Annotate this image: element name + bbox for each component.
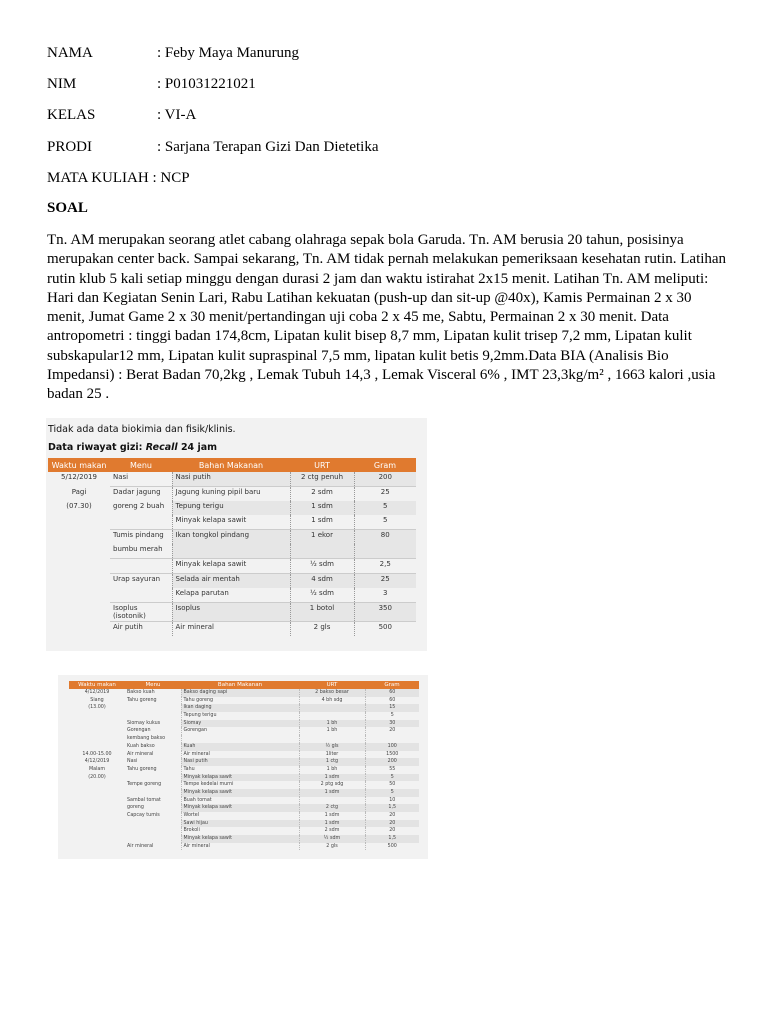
- table-cell: (07.30): [66, 502, 92, 510]
- table-cell: Malam: [88, 766, 106, 772]
- column-header: Menu: [110, 458, 172, 472]
- table-cell: 60: [365, 697, 419, 705]
- table-cell: [125, 789, 181, 797]
- column-header: Waktu makan: [69, 681, 125, 689]
- table-cell: [299, 712, 365, 720]
- table-cell: 2 gls: [299, 843, 365, 851]
- table-cell: Siomay kukus: [127, 720, 161, 726]
- table-cell: 50: [365, 781, 419, 789]
- table-row: [69, 804, 419, 812]
- table-cell: [110, 588, 172, 603]
- table-cell: Minyak kelapa sawit: [181, 835, 299, 843]
- table-cell: Minyak kelapa sawit: [181, 804, 299, 812]
- table-cell: Tumis pindang: [110, 530, 172, 545]
- table-cell: goreng 2 buah: [113, 502, 165, 510]
- table-row: [69, 743, 419, 751]
- table-cell: (20.00): [88, 774, 106, 780]
- table-cell: [69, 827, 125, 835]
- table-cell: 2 bakso besar: [299, 689, 365, 697]
- table-cell: Ikan daging: [181, 704, 299, 712]
- table-cell: 1 sdm: [290, 515, 354, 530]
- table-cell: [48, 544, 110, 559]
- table-row: [69, 697, 419, 705]
- table-cell: [69, 835, 125, 843]
- table-cell: 55: [365, 766, 419, 774]
- table-cell: 1 bh: [299, 766, 365, 774]
- table-cell: [125, 820, 181, 828]
- table-cell: 14.00-15.00: [82, 751, 112, 757]
- table-cell: 2 sdm: [299, 827, 365, 835]
- table-row: [69, 820, 419, 828]
- table-row: [69, 781, 419, 789]
- identity-prodi: [47, 138, 379, 156]
- table-cell: [125, 704, 181, 712]
- recall-caption-prefix: Data riwayat gizi:: [48, 442, 146, 453]
- table-cell: Gorengan: [127, 728, 151, 734]
- table-cell: [69, 843, 125, 851]
- table-row: [69, 704, 419, 712]
- table-cell: 15: [365, 704, 419, 712]
- identity-label: PRODI: [47, 139, 93, 155]
- table-cell: 2 sdm: [290, 487, 354, 502]
- table-cell: [69, 743, 125, 751]
- table-cell: [299, 704, 365, 712]
- table-cell: [48, 588, 110, 603]
- table-cell: [69, 804, 125, 812]
- table-row: [69, 766, 419, 774]
- table-cell: 30: [365, 720, 419, 728]
- table-cell: Gorengan: [181, 727, 299, 735]
- table-cell: [110, 515, 172, 530]
- table-cell: 1 sdm: [290, 501, 354, 515]
- table-row: [48, 487, 416, 502]
- table-cell: [125, 712, 181, 720]
- table-cell: Capcay tumis: [127, 813, 160, 818]
- table-cell: [48, 515, 110, 530]
- table-cell: [69, 797, 125, 805]
- table-cell: 1500: [365, 751, 419, 759]
- table-row: [69, 812, 419, 820]
- table-cell: [125, 835, 181, 843]
- table-cell: 350: [354, 603, 416, 622]
- table-row: [69, 789, 419, 797]
- table-cell: Minyak kelapa sawit: [172, 559, 290, 574]
- table-cell: Bakso daging sapi: [181, 689, 299, 697]
- table-cell: Tempe goreng: [127, 782, 162, 788]
- table-cell: [69, 712, 125, 720]
- table-cell: Sawi hijau: [181, 820, 299, 828]
- table-cell: 20: [365, 812, 419, 820]
- table-cell: Tempe kedelai murni: [181, 781, 299, 789]
- table-cell: Nasi putih: [172, 472, 290, 487]
- table-cell: 1 bh: [299, 727, 365, 735]
- table-cell: 1,5: [365, 835, 419, 843]
- table-cell: 200: [365, 758, 419, 766]
- table-cell: Minyak kelapa sawit: [181, 774, 299, 782]
- recall-table-2: [69, 681, 419, 850]
- table-cell: [69, 789, 125, 797]
- table-cell: 1 botol: [290, 603, 354, 622]
- identity-value: : VI-A: [157, 107, 197, 123]
- table-cell: ½ sdm: [290, 588, 354, 603]
- column-header: Gram: [354, 458, 416, 472]
- table-cell: [299, 735, 365, 743]
- biochem-caption: Tidak ada data biokimia dan fisik/klinis.: [48, 424, 236, 435]
- table-cell: Nasi: [127, 759, 138, 765]
- soal-paragraph: Tn. AM merupakan seorang atlet cabang olahraga sepak bola Garuda. Tn. AM berusia 20 tahun, posisinya merupakan center back. Sampai sekarang, Tn. AM tidak pernah melakukan pemeriksaan kesehatan rutin. Latihan rutin klub 5 kali setiap minggu dengan durasi 2 jam dan waktu istirahat 2x15 menit. Latihan Tn. AM meliputi: Hari dan Kegiatan Senin Lari, Rabu Latihan kekuatan (push-up dan sit-up @40x), Kamis Permainan 2 x 30 menit, Jumat Game 2 x 30 menit/pertandingan uji coba 2 x 45 me, Sabtu, Permainan 2 x 30 menit. Data antropometri : tinggi badan 174,8cm, Lipatan kulit bisep 8,7 mm, Lipatan kulit trisep 7,2 mm, Lipatan kulit subskapular12 mm, Lipatan kulit supraspinal 7,5 mm, lipatan kulit betis 9,2mm.Data BIA (Analisis Bio Impedansi) : Berat Badan 70,2kg , Lemak Tubuh 14,3 , Lemak Visceral 6% , IMT 23,3kg/m² , 1663 kalori ,usia badan 25 .: [47, 232, 727, 403]
- table-cell: Jagung kuning pipil baru: [172, 487, 290, 502]
- table-cell: Air mineral: [172, 622, 290, 637]
- recall-table-1: [48, 458, 416, 636]
- table-cell: [69, 727, 125, 735]
- table-cell: 4/12/2019: [84, 690, 110, 695]
- table-cell: 1 ctg: [299, 758, 365, 766]
- column-header: URT: [299, 681, 365, 689]
- table-row: [69, 843, 419, 851]
- table-cell: Air mineral: [181, 843, 299, 851]
- table-cell: 80: [354, 530, 416, 545]
- table-cell: 200: [354, 472, 416, 487]
- identity-kelas: [47, 106, 196, 124]
- table-row: [48, 501, 416, 515]
- table-cell: 1 bh: [299, 720, 365, 728]
- table-cell: 1 sdm: [299, 789, 365, 797]
- table-cell: goreng: [127, 805, 144, 811]
- table-cell: 20: [365, 727, 419, 735]
- table-row: [69, 835, 419, 843]
- table-cell: Urap sayuran: [110, 574, 172, 589]
- recall-caption-suffix: 24 jam: [177, 442, 218, 453]
- identity-nim: [47, 75, 256, 93]
- table-cell: [125, 774, 181, 782]
- table-cell: Pagi: [71, 487, 87, 496]
- recall-caption-italic: Recall: [145, 442, 178, 453]
- table-cell: 2,5: [354, 559, 416, 574]
- table-cell: Air putih: [110, 622, 172, 637]
- table-cell: 5: [365, 774, 419, 782]
- table-cell: 1,5: [365, 804, 419, 812]
- table-cell: 20: [365, 827, 419, 835]
- column-header: Gram: [365, 681, 419, 689]
- table-cell: Nasi: [113, 473, 129, 481]
- table-row: [69, 720, 419, 728]
- table-cell: [48, 603, 110, 622]
- table-cell: [365, 735, 419, 743]
- table-cell: 1 ekor: [290, 530, 354, 545]
- table-row: [69, 735, 419, 743]
- table-row: [69, 712, 419, 720]
- table-row: [48, 588, 416, 603]
- table-cell: [48, 559, 110, 574]
- table-cell: 2 ctg: [299, 804, 365, 812]
- table-cell: 100: [365, 743, 419, 751]
- table-cell: [354, 544, 416, 559]
- table-cell: 5: [365, 712, 419, 720]
- table-cell: Tepung terigu: [172, 501, 290, 515]
- table-cell: Wortel: [181, 812, 299, 820]
- table-cell: 2 ptg sdg: [299, 781, 365, 789]
- table-row: [69, 797, 419, 805]
- table-cell: Siang: [90, 697, 104, 703]
- table-cell: 1 sdm: [299, 820, 365, 828]
- table-cell: 1 sdm: [299, 774, 365, 782]
- table-cell: 25: [354, 574, 416, 589]
- table-cell: [110, 559, 172, 574]
- table-cell: [69, 735, 125, 743]
- table-row: [48, 574, 416, 589]
- table-cell: Isoplus: [172, 603, 290, 622]
- table-cell: 4 sdm: [290, 574, 354, 589]
- table-cell: 4 bh sdg: [299, 697, 365, 705]
- table-cell: Dadar jagung: [110, 487, 172, 502]
- table-row: [48, 515, 416, 530]
- table-cell: Tahu goreng: [127, 697, 157, 703]
- identity-label: NAMA: [47, 45, 93, 61]
- mata-kuliah-text: MATA KULIAH : NCP: [47, 170, 190, 186]
- table-row: [69, 774, 419, 782]
- table-cell: 2 gls: [290, 622, 354, 637]
- table-row: [69, 827, 419, 835]
- table-cell: [125, 827, 181, 835]
- table-row: [48, 472, 416, 487]
- table-row: [48, 603, 416, 622]
- column-header: Menu: [125, 681, 181, 689]
- table-row: [48, 530, 416, 545]
- recall-table-image-1: [46, 418, 427, 651]
- table-cell: kembang bakso: [127, 736, 166, 742]
- table-cell: Nasi putih: [181, 758, 299, 766]
- column-header: Bahan Makanan: [172, 458, 290, 472]
- table-row: [69, 727, 419, 735]
- identity-label: NIM: [47, 76, 77, 92]
- table-cell: Kelapa parutan: [172, 588, 290, 603]
- table-cell: ½ gls: [299, 743, 365, 751]
- table-cell: Sambal tomat: [127, 797, 161, 803]
- table-cell: Tahu goreng: [181, 697, 299, 705]
- table-cell: Selada air mentah: [172, 574, 290, 589]
- table-cell: 5/12/2019: [61, 473, 97, 481]
- table-cell: [299, 797, 365, 805]
- table-cell: [290, 544, 354, 559]
- table-cell: [69, 820, 125, 828]
- recall-table-image-2: [58, 675, 428, 859]
- identity-label: KELAS: [47, 107, 96, 123]
- recall-caption: [48, 442, 217, 453]
- table-cell: ½ sdm: [299, 835, 365, 843]
- table-cell: 60: [365, 689, 419, 697]
- table-cell: 5: [365, 789, 419, 797]
- table-cell: Tahu: [181, 766, 299, 774]
- table-cell: Air mineral: [127, 751, 154, 757]
- table-cell: 1liter: [299, 751, 365, 759]
- table-cell: 2 ctg penuh: [290, 472, 354, 487]
- table-cell: 3: [354, 588, 416, 603]
- table-cell: 20: [365, 820, 419, 828]
- column-header: Bahan Makanan: [181, 681, 299, 689]
- table-cell: Minyak kelapa sawit: [181, 789, 299, 797]
- table-cell: bumbu merah: [113, 545, 163, 553]
- table-cell: 5: [354, 501, 416, 515]
- table-cell: ½ sdm: [290, 559, 354, 574]
- table-cell: [172, 544, 290, 559]
- table-cell: Isoplus (isotonik): [110, 603, 172, 622]
- table-cell: 4/12/2019: [84, 759, 110, 765]
- identity-nama: [47, 44, 299, 62]
- table-cell: Air mineral: [181, 751, 299, 759]
- table-row: [69, 689, 419, 697]
- table-row: [69, 758, 419, 766]
- identity-value: : P01031221021: [157, 76, 256, 92]
- table-cell: 10: [365, 797, 419, 805]
- column-header: URT: [290, 458, 354, 472]
- identity-mata-kuliah: [47, 169, 190, 187]
- table-cell: Ikan tongkol pindang: [172, 530, 290, 545]
- table-row: [48, 544, 416, 559]
- table-cell: Tepung terigu: [181, 712, 299, 720]
- table-row: [48, 559, 416, 574]
- table-cell: Kuah: [181, 743, 299, 751]
- table-cell: Tahu goreng: [127, 766, 157, 772]
- table-cell: 5: [354, 515, 416, 530]
- table-cell: [69, 781, 125, 789]
- table-cell: Siomay: [181, 720, 299, 728]
- table-cell: Air mineral: [127, 843, 154, 849]
- table-row: [48, 622, 416, 637]
- table-row: [69, 751, 419, 759]
- table-cell: 500: [365, 843, 419, 851]
- soal-heading: SOAL: [47, 200, 88, 216]
- table-cell: Bakso kuah: [127, 690, 155, 695]
- table-cell: 500: [354, 622, 416, 637]
- column-header: Waktu makan: [48, 458, 110, 472]
- table-cell: [181, 735, 299, 743]
- table-cell: (13.00): [88, 705, 106, 711]
- table-cell: Kuah bakso: [127, 743, 155, 749]
- table-cell: [48, 530, 110, 545]
- table-cell: [69, 812, 125, 820]
- table-cell: Brokoli: [181, 827, 299, 835]
- table-cell: Buah tomat: [181, 797, 299, 805]
- table-cell: [48, 622, 110, 637]
- table-cell: 25: [354, 487, 416, 502]
- identity-value: : Sarjana Terapan Gizi Dan Dietetika: [157, 139, 379, 155]
- table-cell: Minyak kelapa sawit: [172, 515, 290, 530]
- table-cell: 1 sdm: [299, 812, 365, 820]
- identity-value: : Feby Maya Manurung: [157, 45, 300, 61]
- table-cell: [69, 720, 125, 728]
- table-cell: [48, 574, 110, 589]
